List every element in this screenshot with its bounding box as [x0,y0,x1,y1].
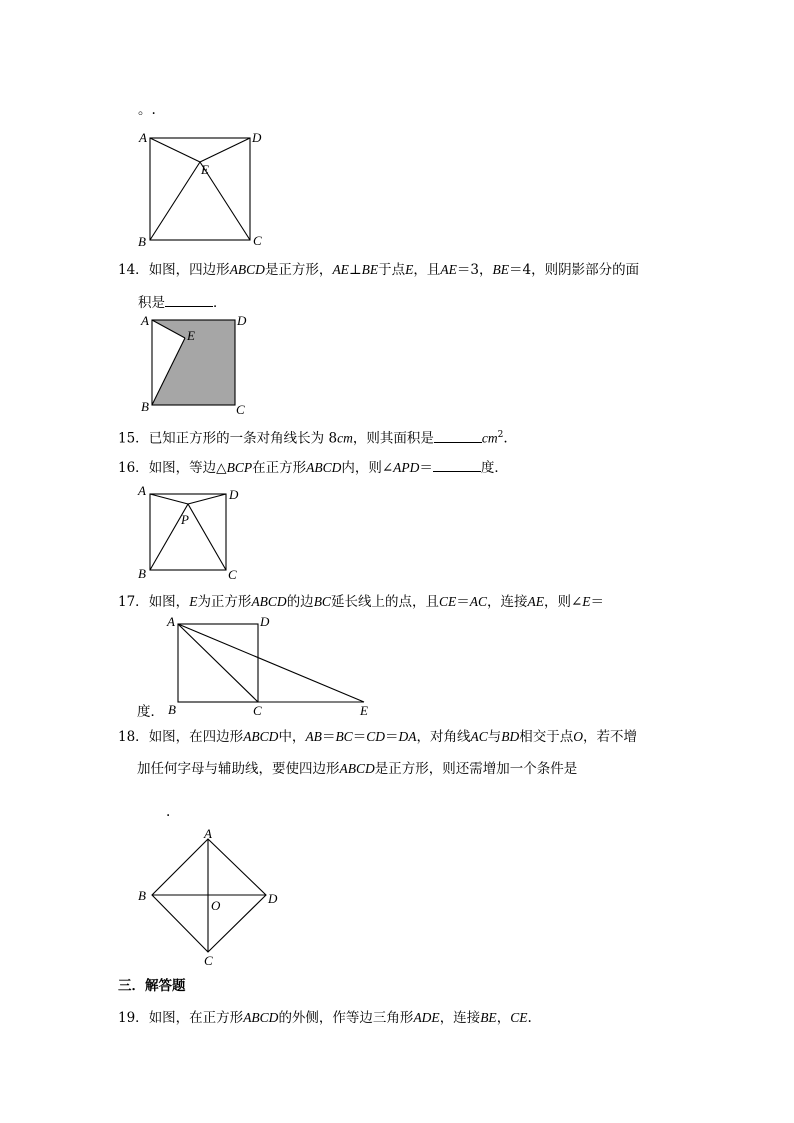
q19-var: CE [510,1010,528,1025]
figure-18-rhombus [134,825,284,970]
fig17-label-a: A [167,614,175,629]
fig14-label-c: C [236,402,245,417]
q17-text: 的边 [286,594,314,610]
q18-var: ABCD [339,761,375,776]
question-18-line1 [118,728,637,746]
q18-text: 加任何字母与辅助线，要使四边形 [137,761,340,777]
question-14-line1 [118,261,639,279]
fig13-line-ae [150,138,200,162]
q15-unit: cm [481,430,498,446]
answer-blank[interactable] [137,806,163,808]
answer-blank[interactable] [433,457,481,472]
q18-var: ABCD [243,729,279,744]
q14-var: BE [492,262,509,277]
q16-text: 度． [480,460,508,476]
q17-text: ＝ [590,594,605,610]
figure-14-shaded-square [138,310,258,420]
q16-text: 如图，等边△ [148,460,227,476]
fig18-label-c: C [204,953,213,968]
q14-text: ，且 [413,262,441,278]
question-15 [118,426,508,448]
question-19 [118,1009,532,1027]
q14-text: ． [213,295,227,311]
q18-text: ＝ [384,729,399,745]
q19-var: ABCD [243,1010,279,1025]
question-16 [118,457,508,477]
figure-16-square-triangle [134,482,246,584]
answer-blank[interactable] [165,292,213,307]
q17-var: ABCD [251,594,287,609]
fig13-label-e: E [201,162,209,177]
fig16-label-b: B [138,566,146,581]
fig17-diagonal-ac [178,624,258,702]
fig16-label-p: P [181,512,189,527]
q18-text: 是正方形，则还需增加一个条件是 [374,761,578,777]
q15-text: . [503,430,508,447]
q16-var: BCP [226,460,253,475]
q17-text: ＝ [456,594,470,610]
q19-text: 如图，在正方形 [148,1010,244,1026]
fig16-line-dp [188,494,226,504]
q18-text: ＝ [352,729,367,745]
q14-text: 是正方形， [264,262,333,278]
q15-unit: cm [337,430,353,446]
fig18-label-o: O [211,898,221,913]
question-14-line2 [138,292,227,312]
fig13-line-be [150,162,200,240]
q18-text: 如图，在四边形 [148,729,244,745]
q17-text: ，连接 [486,594,528,610]
q16-text: ＝ [419,460,433,476]
q14-var: AE [332,262,349,277]
q14-text: ＝3， [456,262,493,278]
q18-text: ，若不增 [582,729,637,745]
fig13-label-c: C [253,233,262,248]
fig13-label-a: A [139,130,147,145]
q16-text: 内，则∠ [341,460,394,476]
figure-17-square-extension [160,612,380,720]
q17-var: AE [527,594,544,609]
q18-number: 18． [118,729,149,745]
fig17-line-ae [178,624,364,702]
q18-text: 相交于点 [519,729,574,745]
q16-var: ABCD [306,460,342,475]
q18-var: AC [470,729,488,744]
q18-text: ，对角线 [416,729,471,745]
q18-text: 中， [278,729,306,745]
q19-var: BE [480,1010,497,1025]
fig18-label-a: A [204,826,212,841]
fig17-label-d: D [260,614,270,629]
q19-text: ， [496,1010,511,1026]
q16-number: 16． [118,460,149,476]
q17-text: 如图， [148,594,190,610]
fig17-label-e: E [360,703,368,718]
q18-text: 与 [487,729,502,745]
fig14-label-a: A [141,313,149,328]
q17-var: AC [469,594,487,609]
q14-text: 于点 [378,262,406,278]
q13-tail: 。. [138,102,156,118]
q17-text: 延长线上的点，且 [330,594,439,610]
fig13-label-d: D [252,130,262,145]
answer-blank[interactable] [434,428,482,443]
fig17-label-b: B [168,702,176,717]
question-18-line3: . [166,804,171,820]
fig18-label-d: D [268,891,278,906]
figure-13-square [130,128,270,250]
fig16-label-c: C [228,567,237,582]
fig16-square-abcd [150,494,226,570]
fig16-line-cp [188,504,226,570]
q19-text: 的外侧，作等边三角形 [278,1010,414,1026]
q14-var: BE [361,262,379,277]
q19-text: ，连接 [439,1010,481,1026]
q18-var: CD [366,729,385,744]
q17-number: 17． [118,594,149,610]
fig13-line-de [200,138,250,162]
q18-var: DA [398,729,417,744]
fig16-label-a: A [138,483,146,498]
q14-text: 如图，四边形 [148,262,230,278]
fig13-label-b: B [138,234,146,249]
q14-var: ABCD [229,262,265,277]
fig16-label-d: D [229,487,239,502]
fig14-label-e: E [187,328,195,343]
q17-text: 为正方形 [197,594,252,610]
section-title: 三．解答题 [118,978,186,994]
q19-number: 19． [118,1010,149,1026]
q14-text: ⊥ [348,262,362,278]
q14-text: ＝4，则阴影部分的面 [508,262,640,278]
q15-text: 已知正方形的一条对角线长为 8 [148,430,338,447]
q18-var: BC [335,729,353,744]
fig17-label-c: C [253,703,262,718]
question-17-line1 [118,593,604,611]
q19-var: ADE [413,1010,440,1025]
q14-var: E [405,262,414,277]
q15-number: 15． [118,430,149,447]
q17-var: E [189,594,198,609]
q17-var: CE [438,594,457,609]
question-17-line2: 度． [137,704,164,720]
fig18-label-b: B [138,888,146,903]
q18-var: AB [305,729,322,744]
q18-text: ＝ [321,729,336,745]
q19-text: . [527,1010,532,1026]
q16-text: 在正方形 [252,460,307,476]
q15-superscript: 2 [497,430,504,440]
q14-number: 14． [118,262,149,278]
q18-var: O [573,729,583,744]
fig14-label-d: D [237,313,247,328]
fig16-line-ap [150,494,188,504]
q15-text: ，则其面积是 [352,430,434,447]
q17-var: E [582,594,591,609]
fig14-label-b: B [141,399,149,414]
q14-text: 积是 [138,295,165,311]
q14-var: AE [440,262,457,277]
q18-var: BD [501,729,520,744]
q17-text: ，则∠ [543,594,583,610]
fig13-square-abcd [150,138,250,240]
question-18-line2 [137,760,577,778]
q17-var: BC [313,594,331,609]
q16-var: APD [393,460,420,475]
